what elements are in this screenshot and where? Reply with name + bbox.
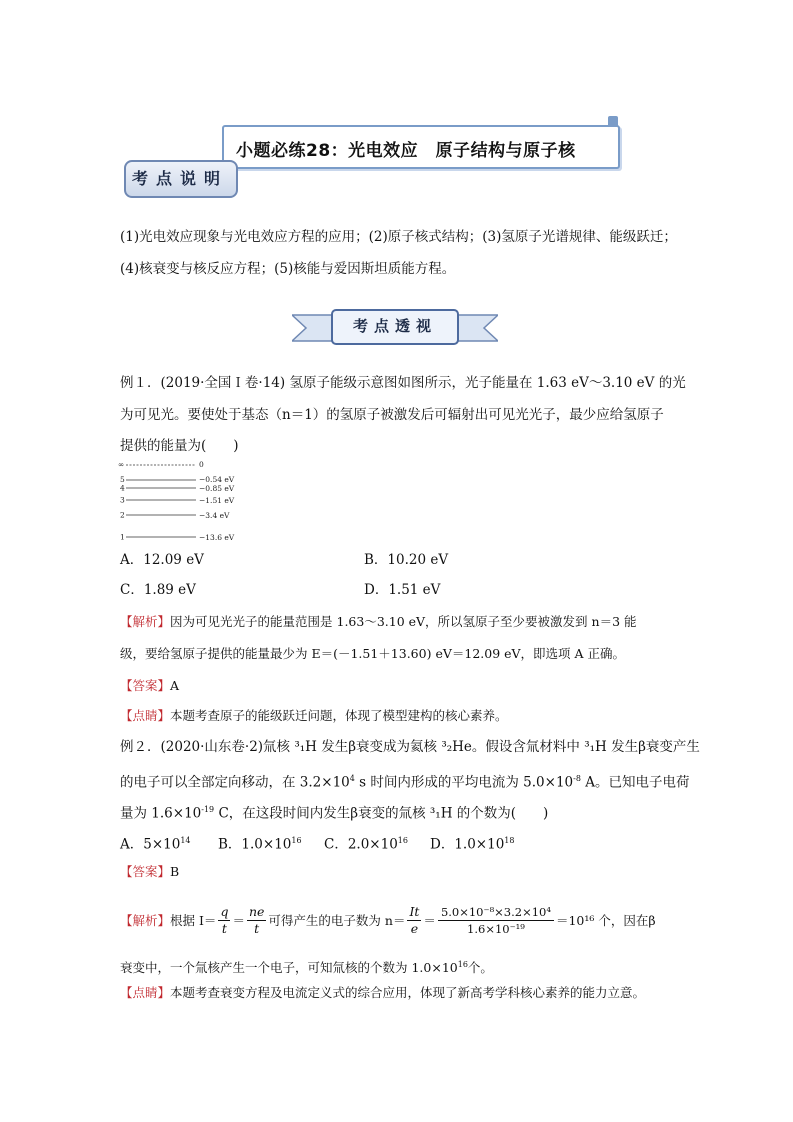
- example2-option-b: [218, 831, 302, 855]
- fraction-it-over-e: [407, 904, 421, 937]
- example2-option-d: [430, 831, 514, 855]
- fraction-denominator: t: [221, 920, 227, 936]
- answer-value: A: [170, 678, 180, 693]
- analysis-text: ＝10¹⁶ 个，因在β: [555, 913, 656, 928]
- text-span: 个。: [467, 960, 493, 976]
- example1-option-d: D．1.51 eV: [364, 582, 441, 598]
- superscript: 16: [397, 836, 408, 845]
- fraction-numerator: It: [409, 903, 420, 919]
- fraction-ne-over-t: [247, 904, 266, 937]
- example2-comment: [120, 983, 645, 1003]
- fraction-numeric: [438, 904, 554, 937]
- example2-line-1: 例２．(2020·山东卷·2)氚核 ³₁H 发生β衰变成为氦核 ³₂He。假设含氚材料中 ³₁H 发生β衰变产生: [120, 739, 700, 755]
- text-span: 的电子可以全部定向移动，在 3.2×10: [120, 774, 350, 791]
- example1-analysis-line-1: [120, 612, 637, 632]
- fraction-numerator: ne: [248, 903, 265, 919]
- section-badge-label: 考点说明: [132, 169, 229, 188]
- example2-line-3: [120, 800, 548, 824]
- example1-option-a: A．12.09 eV: [120, 552, 204, 568]
- superscript: 14: [180, 836, 191, 845]
- text-span: C，在这段时间内发生β衰变的氚核 ³₁H 的个数为( ): [214, 805, 549, 822]
- comment-tag: 【点睛】: [120, 985, 171, 1000]
- comment-text: 本题考查原子的能级跃迁问题，体现了模型建构的核心素养。: [170, 708, 508, 723]
- option-text: C．2.0×10: [324, 836, 398, 853]
- superscript: -8: [573, 774, 581, 783]
- example1-line-1: 例１．(2019·全国Ｉ卷·14) 氢原子能级示意图如图所示，光子能量在 1.63 eV～3.10 eV 的光: [120, 375, 686, 391]
- example1-comment: [120, 706, 508, 726]
- level-e-1: −13.6 eV: [199, 533, 235, 542]
- fraction-denominator: 1.6×10⁻¹⁹: [467, 921, 525, 936]
- level-e-4: −0.85 eV: [199, 484, 235, 493]
- example2-answer: [120, 862, 179, 882]
- comment-tag: 【点睛】: [120, 708, 171, 723]
- fraction-denominator: t: [254, 920, 260, 936]
- level-n-5: 5: [120, 475, 125, 484]
- option-text: D．1.0×10: [430, 836, 505, 853]
- page-title: 小题必练28：光电效应 原子结构与原子核: [236, 141, 576, 161]
- analysis-text: 可得产生的电子数为 n＝: [268, 913, 406, 928]
- analysis-text: 因为可见光光子的能量范围是 1.63～3.10 eV，所以氢原子至少要被激发到 n＝3 能: [170, 614, 637, 629]
- energy-level-diagram: [118, 456, 258, 548]
- comment-text: 本题考查衰变方程及电流定义式的综合应用，体现了新高考学科核心素养的能力立意。: [170, 985, 646, 1000]
- answer-tag: 【答案】: [120, 678, 171, 693]
- level-n-1: 1: [120, 532, 125, 542]
- answer-tag: 【答案】: [120, 864, 171, 879]
- text-span: 衰变中，一个氚核产生一个电子，可知氚核的个数为 1.0×10: [120, 960, 458, 976]
- example2-analysis-line-1: [120, 898, 656, 942]
- superscript: 4: [349, 774, 355, 783]
- example1-answer: [120, 676, 179, 696]
- example1-line-2: 为可见光。要使处于基态（n＝1）的氢原子被激发后可辐射出可见光光子，最少应给氢原子: [120, 407, 664, 423]
- analysis-tag: 【解析】: [120, 913, 171, 928]
- fraction-denominator: e: [410, 920, 419, 936]
- text-span: A。已知电子电荷: [580, 774, 690, 791]
- example2-option-a: [120, 831, 191, 855]
- fraction-q-over-t: [218, 904, 230, 937]
- equals-sign: ＝: [232, 913, 245, 928]
- level-e-3: −1.51 eV: [199, 496, 235, 505]
- option-text: B．1.0×10: [218, 836, 292, 853]
- level-n-4: 4: [120, 483, 125, 493]
- superscript: 16: [457, 960, 468, 969]
- fraction-numerator: 5.0×10⁻⁸×3.2×10⁴: [438, 904, 554, 921]
- superscript: 18: [504, 836, 515, 845]
- example2-line-2: [120, 769, 689, 793]
- example1-option-c: C．1.89 eV: [120, 582, 196, 598]
- level-n-inf: ∞: [118, 460, 125, 469]
- analysis-tag: 【解析】: [120, 614, 171, 629]
- text-span: 量为 1.6×10: [120, 805, 202, 822]
- fraction-numerator: q: [220, 903, 229, 919]
- intro-line-1: (1)光电效应现象与光电效应方程的应用；(2)原子核式结构；(3)氢原子光谱规律、能级跃迁；: [120, 229, 677, 245]
- answer-value: B: [170, 864, 180, 879]
- option-text: A．5×10: [120, 836, 181, 853]
- example1-analysis-line-2: 级，要给氢原子提供的能量最少为 E＝(－1.51＋13.60) eV＝12.09 eV，即选项 A 正确。: [120, 646, 626, 661]
- level-e-5: −0.54 eV: [199, 475, 235, 484]
- example2-option-c: [324, 831, 408, 855]
- example1-option-b: B．10.20 eV: [364, 552, 449, 568]
- level-n-2: 2: [120, 510, 125, 520]
- level-e-2: −3.4 eV: [199, 511, 230, 520]
- example2-analysis-line-2: [120, 955, 493, 978]
- level-e-inf: 0: [199, 460, 204, 469]
- superscript: -19: [201, 805, 215, 814]
- level-n-3: 3: [120, 495, 125, 505]
- analysis-text: 根据 I＝: [170, 913, 217, 928]
- intro-line-2: (4)核衰变与核反应方程；(5)核能与爱因斯坦质能方程。: [120, 261, 456, 277]
- equals-sign: ＝: [423, 913, 436, 928]
- example1-line-3: 提供的能量为( ): [120, 438, 239, 454]
- text-span: s 时间内形成的平均电流为 5.0×10: [354, 774, 574, 791]
- section-ribbon-label: 考点透视: [352, 317, 437, 335]
- superscript: 16: [291, 836, 302, 845]
